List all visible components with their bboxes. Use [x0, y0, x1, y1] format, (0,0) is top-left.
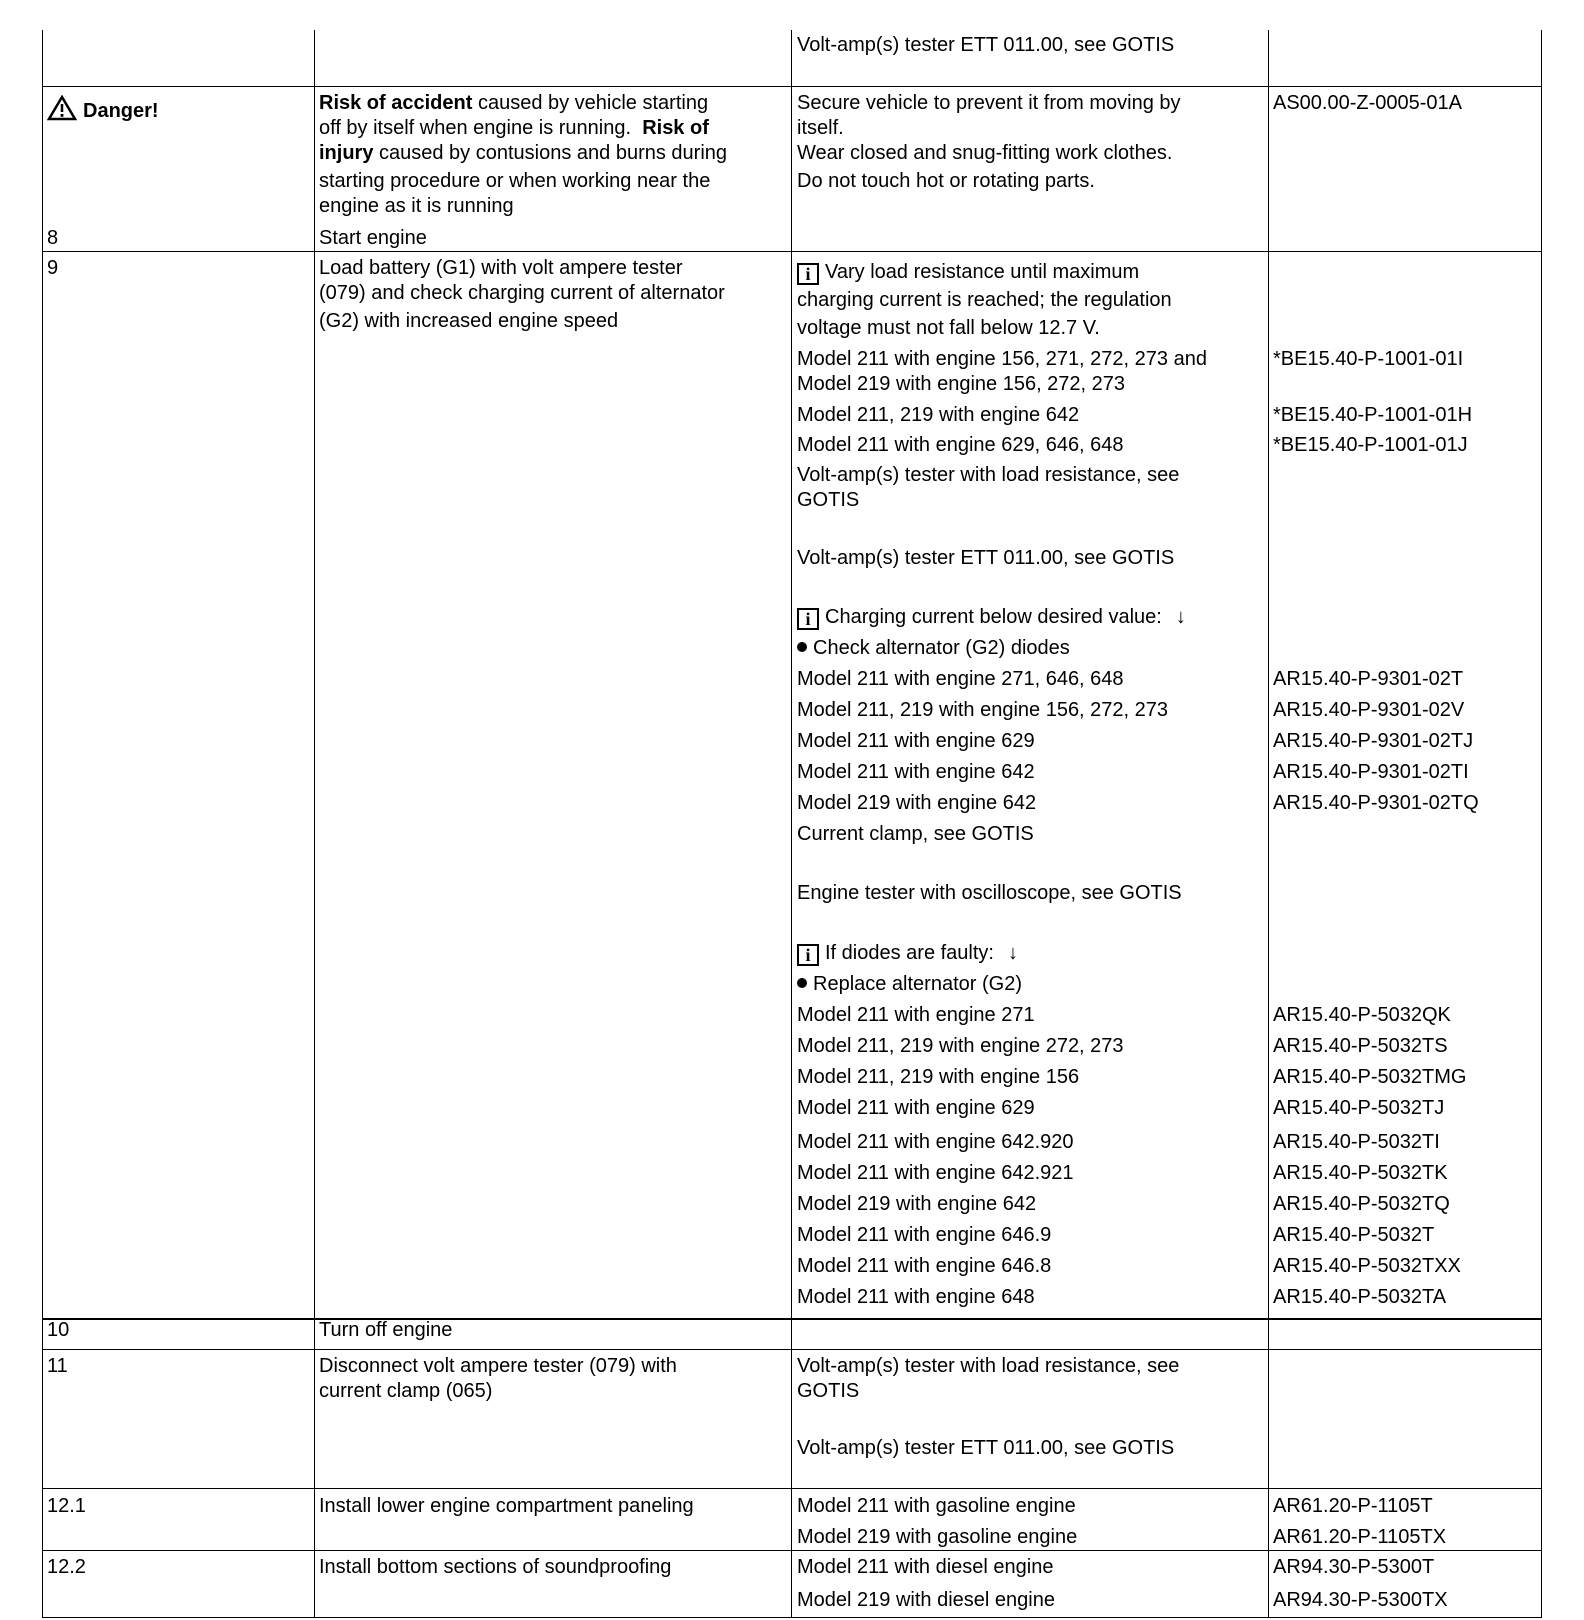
risk-injury-bold: Risk of [642, 117, 709, 139]
model-text: Model 211, 219 with engine 272, 273 [797, 1035, 1124, 1057]
column-divider-2 [791, 30, 792, 1618]
info-note-text: If diodes are faulty: [825, 942, 994, 964]
danger-label-text: Danger! [83, 100, 159, 122]
risk-line-5: engine as it is running [319, 195, 514, 217]
risk-accident-text: caused by vehicle starting [472, 92, 709, 114]
step-action: Install bottom sections of soundproofing [319, 1556, 672, 1578]
model-ref: *BE15.40-P-1001-01I [1273, 348, 1464, 370]
equipment-text: Volt-amp(s) tester ETT 011.00, see GOTIS [797, 1437, 1175, 1459]
info-note: voltage must not fall below 12.7 V. [797, 317, 1100, 339]
step-number: 9 [47, 257, 59, 279]
info-note-text: Vary load resistance until maximum [825, 261, 1140, 283]
info-note [797, 260, 1139, 285]
warning-triangle-icon [47, 95, 77, 121]
risk-line-4: starting procedure or when working near the [319, 170, 711, 192]
row-divider [42, 86, 1542, 87]
step-action: Turn off engine [319, 1319, 453, 1341]
step-action: current clamp (065) [319, 1380, 493, 1402]
info-note [797, 605, 1186, 630]
model-ref: AR15.40-P-5032TQ [1273, 1193, 1450, 1215]
bullet-item [797, 972, 1022, 997]
model-text: Model 211 with engine 629 [797, 1097, 1035, 1119]
model-ref: AR94.30-P-5300TX [1273, 1589, 1448, 1611]
model-ref: *BE15.40-P-1001-01J [1273, 434, 1468, 456]
step-action: Install lower engine compartment paneling [319, 1495, 694, 1517]
model-ref: AR15.40-P-5032QK [1273, 1004, 1451, 1026]
model-text: Model 211, 219 with engine 156 [797, 1066, 1080, 1088]
model-text: Model 211, 219 with engine 642 [797, 404, 1080, 426]
bullet-icon [797, 642, 807, 652]
model-text: Model 219 with engine 642 [797, 792, 1037, 814]
model-ref: AR15.40-P-5032TK [1273, 1162, 1448, 1184]
row-divider [42, 1550, 1542, 1551]
column-divider-3 [1268, 30, 1269, 1618]
model-text: Model 211 with engine 271 [797, 1004, 1035, 1026]
model-text: Model 211 with engine 642.921 [797, 1162, 1074, 1184]
step-action: (079) and check charging current of alternator [319, 282, 725, 304]
equipment-text: Volt-amp(s) tester with load resistance, see [797, 464, 1180, 486]
model-text: Model 211 with engine 629 [797, 730, 1035, 752]
model-ref: AR15.40-P-9301-02TJ [1273, 730, 1474, 752]
equipment-text: Volt-amp(s) tester ETT 011.00, see GOTIS [797, 547, 1175, 569]
info-note: charging current is reached; the regulation [797, 289, 1172, 311]
risk-injury-bold-b: injury [319, 142, 374, 164]
model-ref: AR15.40-P-5032TI [1273, 1131, 1440, 1153]
bullet-icon [797, 978, 807, 988]
model-ref: AR15.40-P-9301-02TQ [1273, 792, 1479, 814]
down-arrow-icon: ↓ [1175, 606, 1186, 628]
model-ref: AR15.40-P-5032T [1273, 1224, 1435, 1246]
model-text: Model 211 with engine 156, 271, 272, 273 and [797, 348, 1207, 370]
model-text: Model 219 with engine 642 [797, 1193, 1037, 1215]
step-action: Load battery (G1) with volt ampere tester [319, 257, 683, 279]
risk-accident-bold: Risk of accident [319, 92, 473, 114]
danger-label [47, 95, 159, 124]
model-text: Model 211 with engine 648 [797, 1286, 1035, 1308]
bullet-text: Replace alternator (G2) [813, 973, 1022, 995]
step-number: 12.1 [47, 1495, 86, 1517]
model-text: Model 219 with gasoline engine [797, 1526, 1078, 1548]
model-text: Model 211 with gasoline engine [797, 1495, 1076, 1517]
bullet-text: Check alternator (G2) diodes [813, 637, 1070, 659]
risk-injury-text: caused by contusions and burns during [373, 142, 728, 164]
model-ref: AR61.20-P-1105TX [1273, 1526, 1447, 1548]
model-text: Model 211 with engine 629, 646, 648 [797, 434, 1124, 456]
risk-line-2 [319, 116, 709, 141]
model-text: Model 211 with engine 642 [797, 761, 1035, 783]
step-action: Start engine [319, 227, 427, 249]
row-divider [42, 1349, 1542, 1350]
safety-measure: Wear closed and snug-fitting work clothes. [797, 142, 1173, 164]
model-ref: AR15.40-P-5032TA [1273, 1286, 1447, 1308]
step-number: 10 [47, 1319, 70, 1341]
info-icon: i [797, 944, 819, 966]
model-text: Model 219 with diesel engine [797, 1589, 1055, 1611]
equipment-text: Volt-amp(s) tester ETT 011.00, see GOTIS [797, 34, 1175, 56]
model-text: Model 211 with engine 642.920 [797, 1131, 1074, 1153]
info-note [797, 941, 1018, 966]
model-text: Model 211, 219 with engine 156, 272, 273 [797, 699, 1169, 721]
model-ref: AR61.20-P-1105T [1273, 1495, 1433, 1517]
step-action: Disconnect volt ampere tester (079) with [319, 1355, 677, 1377]
equipment-text: Volt-amp(s) tester with load resistance, see [797, 1355, 1180, 1377]
step-number: 8 [47, 227, 59, 249]
model-ref: AR15.40-P-9301-02TI [1273, 761, 1469, 783]
row-divider [42, 251, 1542, 252]
equipment-text: Engine tester with oscilloscope, see GOTIS [797, 882, 1182, 904]
row-divider [42, 1488, 1542, 1489]
risk-line-2-text: off by itself when engine is running. [319, 117, 632, 139]
model-ref: AR15.40-P-9301-02V [1273, 699, 1465, 721]
model-text: Model 211 with engine 646.8 [797, 1255, 1052, 1277]
equipment-text: GOTIS [797, 1380, 860, 1402]
table-border-left [42, 30, 43, 1618]
model-ref: AR15.40-P-5032TS [1273, 1035, 1448, 1057]
danger-ref: AS00.00-Z-0005-01A [1273, 92, 1463, 114]
model-ref: AR15.40-P-5032TMG [1273, 1066, 1467, 1088]
step-number: 12.2 [47, 1556, 86, 1578]
step-number: 11 [47, 1355, 68, 1377]
risk-line-1 [319, 91, 708, 116]
step-action: (G2) with increased engine speed [319, 310, 619, 332]
risk-line-3 [319, 141, 727, 166]
safety-measure: itself. [797, 117, 844, 139]
row-divider [42, 1318, 1542, 1320]
table-border-bottom [42, 1617, 1542, 1618]
info-note-text: Charging current below desired value: [825, 606, 1162, 628]
info-icon: i [797, 263, 819, 285]
safety-measure: Do not touch hot or rotating parts. [797, 170, 1095, 192]
model-ref: AR15.40-P-5032TJ [1273, 1097, 1445, 1119]
safety-measure: Secure vehicle to prevent it from moving by [797, 92, 1181, 114]
model-text: Model 211 with engine 646.9 [797, 1224, 1052, 1246]
down-arrow-icon: ↓ [1007, 942, 1018, 964]
model-text: Model 211 with engine 271, 646, 648 [797, 668, 1124, 690]
column-divider-1 [314, 30, 315, 1618]
equipment-text: Current clamp, see GOTIS [797, 823, 1034, 845]
model-ref: *BE15.40-P-1001-01H [1273, 404, 1473, 426]
model-text: Model 219 with engine 156, 272, 273 [797, 373, 1126, 395]
table-border-right [1541, 30, 1542, 1618]
info-icon: i [797, 608, 819, 630]
model-ref: AR15.40-P-5032TXX [1273, 1255, 1461, 1277]
model-ref: AR15.40-P-9301-02T [1273, 668, 1464, 690]
equipment-text: GOTIS [797, 489, 860, 511]
model-text: Model 211 with diesel engine [797, 1556, 1054, 1578]
model-ref: AR94.30-P-5300T [1273, 1556, 1435, 1578]
bullet-item [797, 636, 1070, 661]
